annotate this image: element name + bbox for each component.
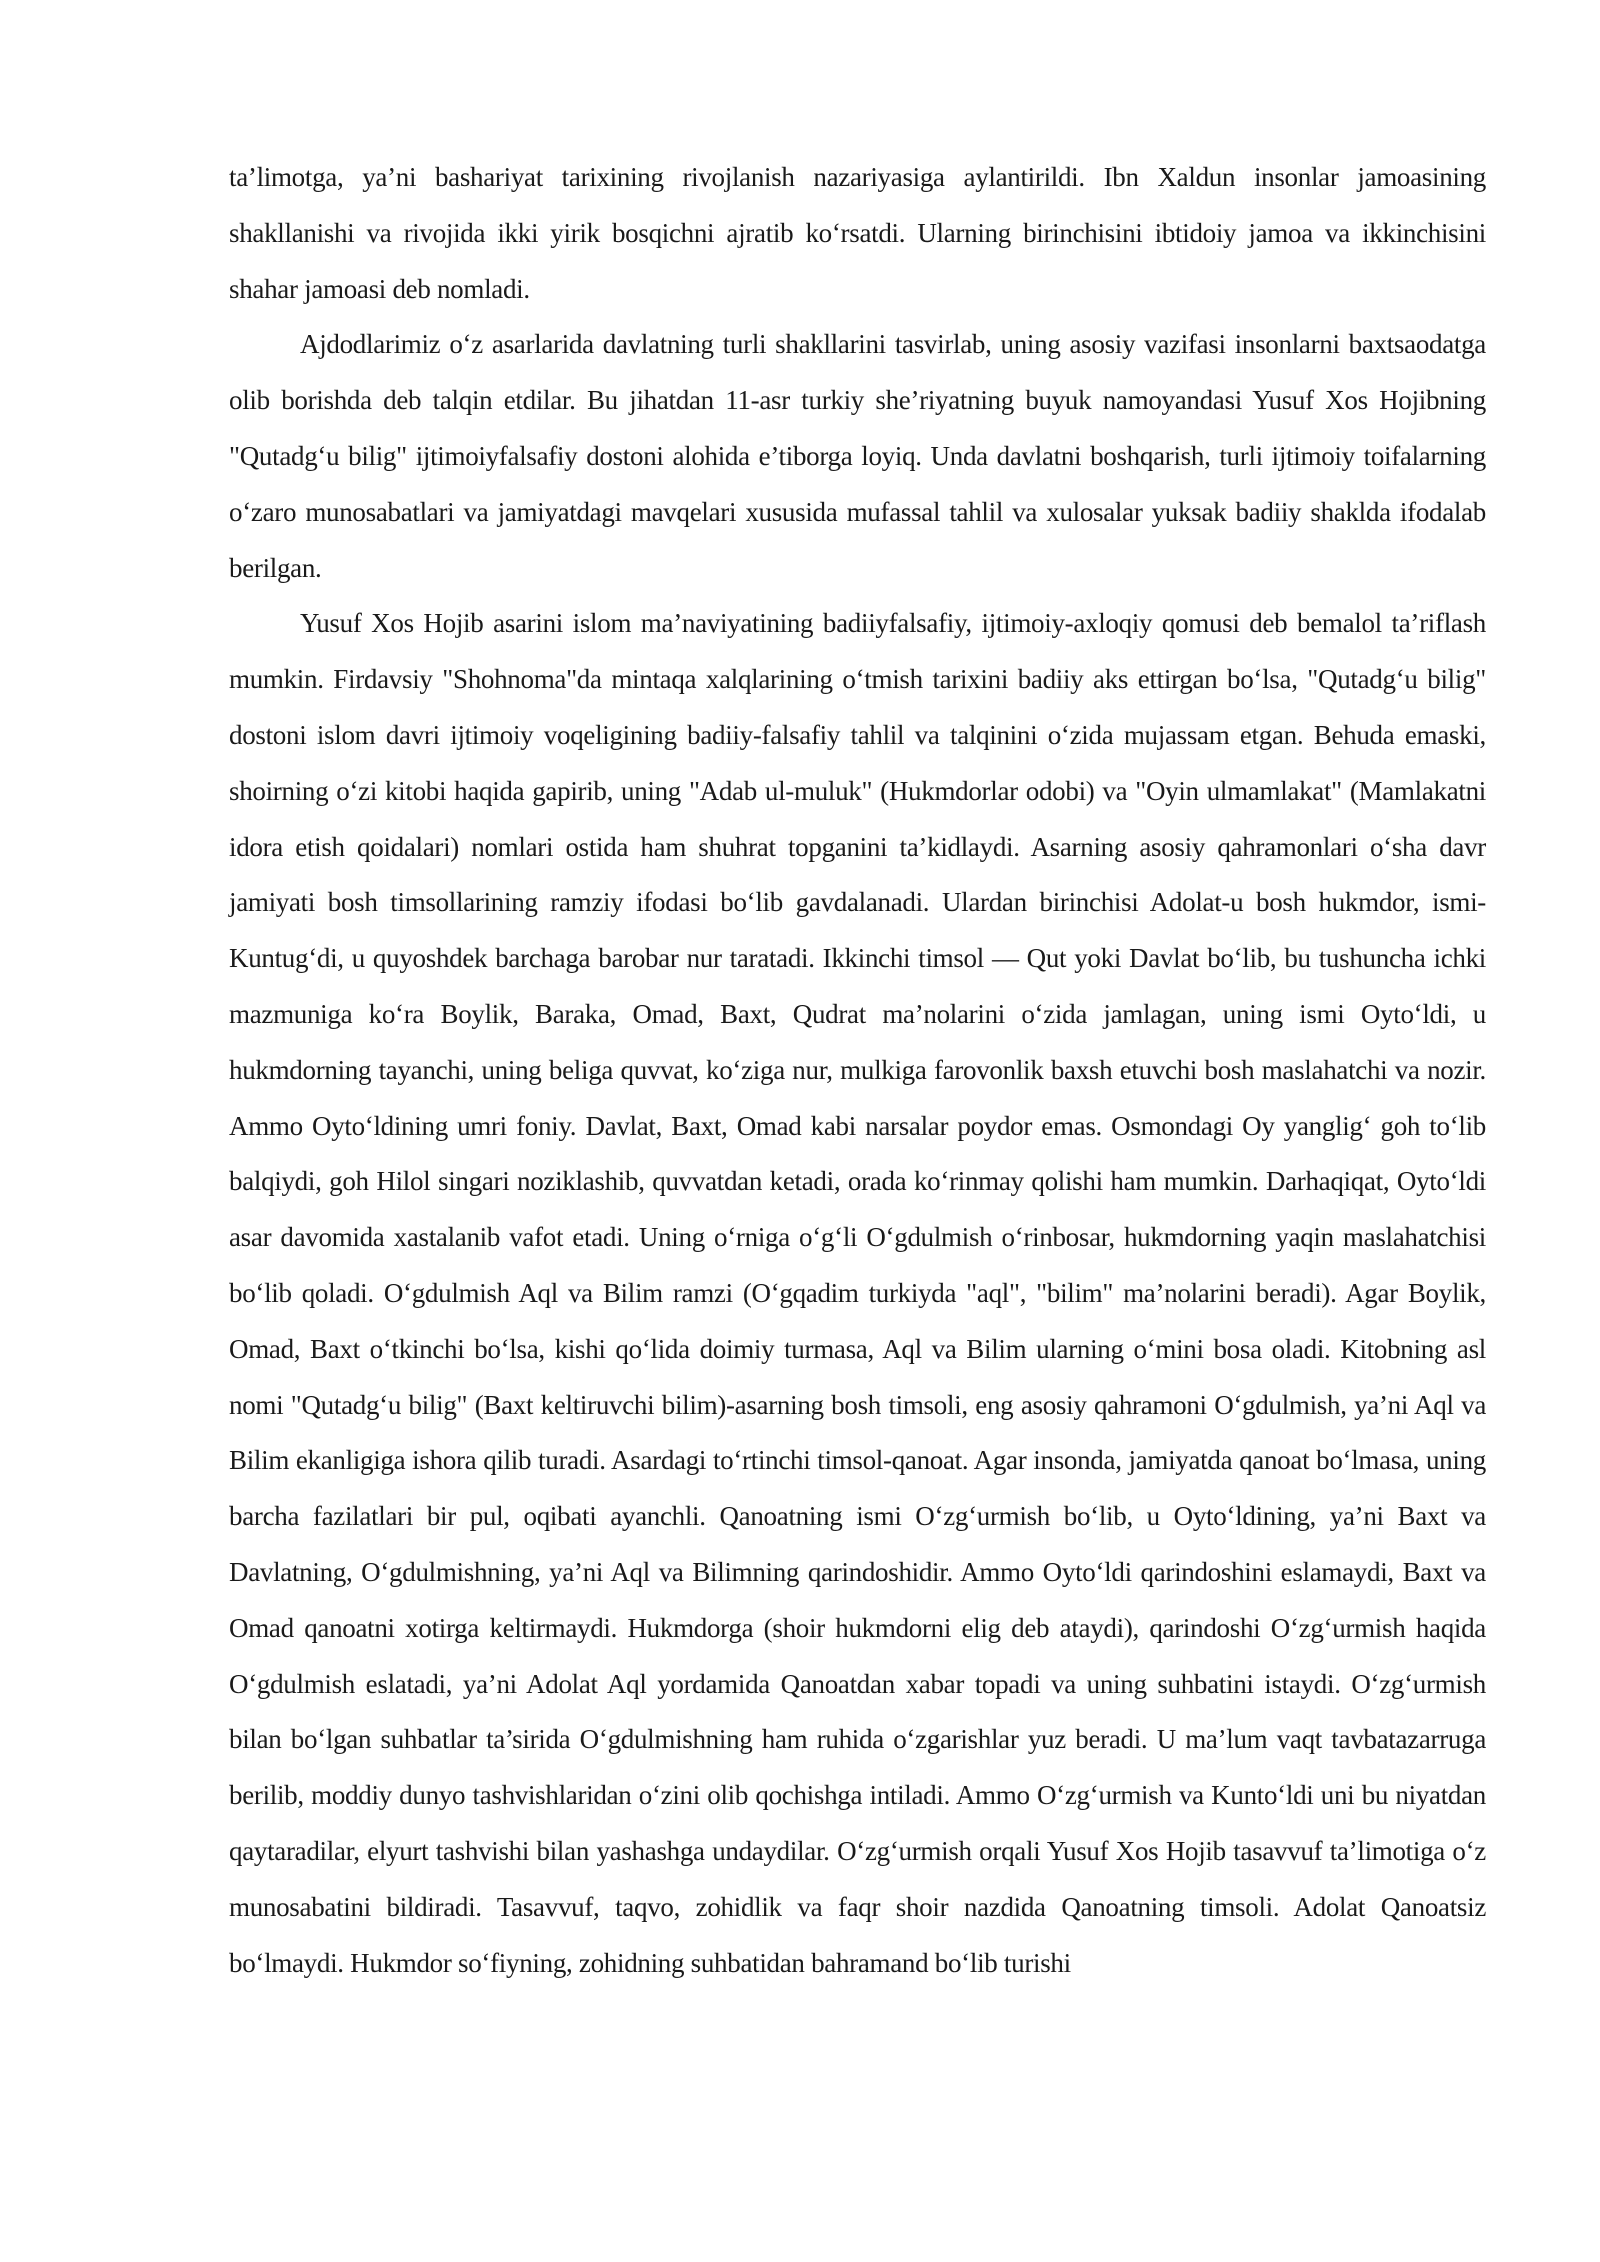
paragraph-2: Ajdodlarimiz o‘z asarlarida davlatning turli shakllarini tasvirlab, uning asosiy vazifasi insonlarni baxtsaodatga olib borishda deb talqin etdilar. Bu jihatdan 11-asr turkiy she’riyatning buyuk namoyandasi Yusuf Xos Hojibning "Qutadg‘u bilig" ijtimoiyfalsafiy dostoni alohida e’tiborga loyiq. Unda davlatni boshqarish, turli ijtimoiy toifalarning o‘zaro munosabatlari va jamiyatdagi mavqelari xususida mufassal tahlil va xulosalar yuksak badiiy shaklda ifodalab berilgan. — [229, 329, 1486, 583]
paragraph-3: Yusuf Xos Hojib asarini islom ma’naviyatining badiiyfalsafiy, ijtimoiy-axloqiy qomusi deb bemalol ta’riflash mumkin. Firdavsiy "Shohnoma"da mintaqa xalqlarining o‘tmish tarixini badiiy aks ettirgan bo‘lsa, "Qutadg‘u bilig" dostoni islom davri ijtimoiy voqeligining badiiy-falsafiy tahlil va talqinini o‘zida mujassam etgan. Behuda emaski, shoirning o‘zi kitobi haqida gapirib, uning "Adab ul-muluk" (Hukmdorlar odobi) va "Oyin ulmamlakat" (Mamlakatni idora etish qoidalari) nomlari ostida ham shuhrat topganini ta’kidlaydi. Asarning asosiy qahramonlari o‘sha davr jamiyati bosh timsollarining ramziy ifodasi bo‘lib gavdalanadi. Ulardan birinchisi Adolat-u bosh hukmdor, ismi-Kuntug‘di, u quyoshdek barchaga barobar nur taratadi. Ikkinchi timsol — Qut yoki Davlat bo‘lib, bu tushuncha ichki mazmuniga ko‘ra Boylik, Baraka, Omad, Baxt, Qudrat ma’nolarini o‘zida jamlagan, uning ismi Oyto‘ldi, u hukmdorning tayanchi, uning beliga quvvat, ko‘ziga nur, mulkiga farovonlik baxsh etuvchi bosh maslahatchi va nozir. Ammo Oyto‘ldining umri foniy. Davlat, Baxt, Omad kabi narsalar poydor emas. Osmondagi Oy yanglig‘ goh to‘lib balqiydi, goh Hilol singari noziklashib, quvvatdan ketadi, orada ko‘rinmay qolishi ham mumkin. Darhaqiqat, Oyto‘ldi asar davomida xastalanib vafot etadi. Uning o‘rniga o‘g‘li O‘gdulmish o‘rinbosar, hukmdorning yaqin maslahatchisi bo‘lib qoladi. O‘gdulmish Aql va Bilim ramzi (O‘gqadim turkiyda "aql", "bilim" ma’nolarini beradi). Agar Boylik, Omad, Baxt o‘tkinchi bo‘lsa, kishi qo‘lida doimiy turmasa, Aql va Bilim ularning o‘mini bosa oladi. Kitobning asl nomi "Qutadg‘u bilig" (Baxt keltiruvchi bilim)-asarning bosh timsoli, eng asosiy qahramoni O‘gdulmish, ya’ni Aql va Bilim ekanligiga ishora qilib turadi. Asardagi to‘rtinchi timsol-qanoat. Agar insonda, jamiyatda qanoat bo‘lmasa, uning barcha fazilatlari bir pul, oqibati ayanchli. Qanoatning ismi O‘zg‘urmish bo‘lib, u Oyto‘ldining, ya’ni Baxt va Davlatning, O‘gdulmishning, ya’ni Aql va Bilimning qarindoshidir. Ammo Oyto‘ldi qarindoshini eslamaydi, Baxt va Omad qanoatni xotirga keltirmaydi. Hukmdorga (shoir hukmdorni elig deb ataydi), qarindoshi O‘zg‘urmish haqida O‘gdulmish eslatadi, ya’ni Adolat Aql yordamida Qanoatdan xabar topadi va uning suhbatini istaydi. O‘zg‘urmish bilan bo‘lgan suhbatlar ta’sirida O‘gdulmishning ham ruhida o‘zgarishlar yuz beradi. U ma’lum vaqt tavbatazarruga berilib, moddiy dunyo tashvishlaridan o‘zini olib qochishga intiladi. Ammo O‘zg‘urmish va Kunto‘ldi uni bu niyatdan qaytaradilar, elyurt tashvishi bilan yashashga undaydilar. O‘zg‘urmish orqali Yusuf Xos Hojib tasavvuf ta’limotiga o‘z munosabatini bildiradi. Tasavvuf, taqvo, zohidlik va faqr shoir nazdida Qanoatning timsoli. Adolat Qanoatsiz bo‘lmaydi. Hukmdor so‘fiyning, zohidning suhbatidan bahramand bo‘lib turishi — [229, 608, 1486, 1978]
paragraph-1: ta’limotga, ya’ni bashariyat tarixining rivojlanish nazariyasiga aylantirildi. Ibn Xaldun insonlar jamoasining shakllanishi va rivojida ikki yirik bosqichni ajratib ko‘rsatdi. Ularning birinchisini ibtidoiy jamoa va ikkinchisini shahar jamoasi deb nomladi. — [229, 162, 1486, 304]
body-text — [229, 150, 1486, 1991]
